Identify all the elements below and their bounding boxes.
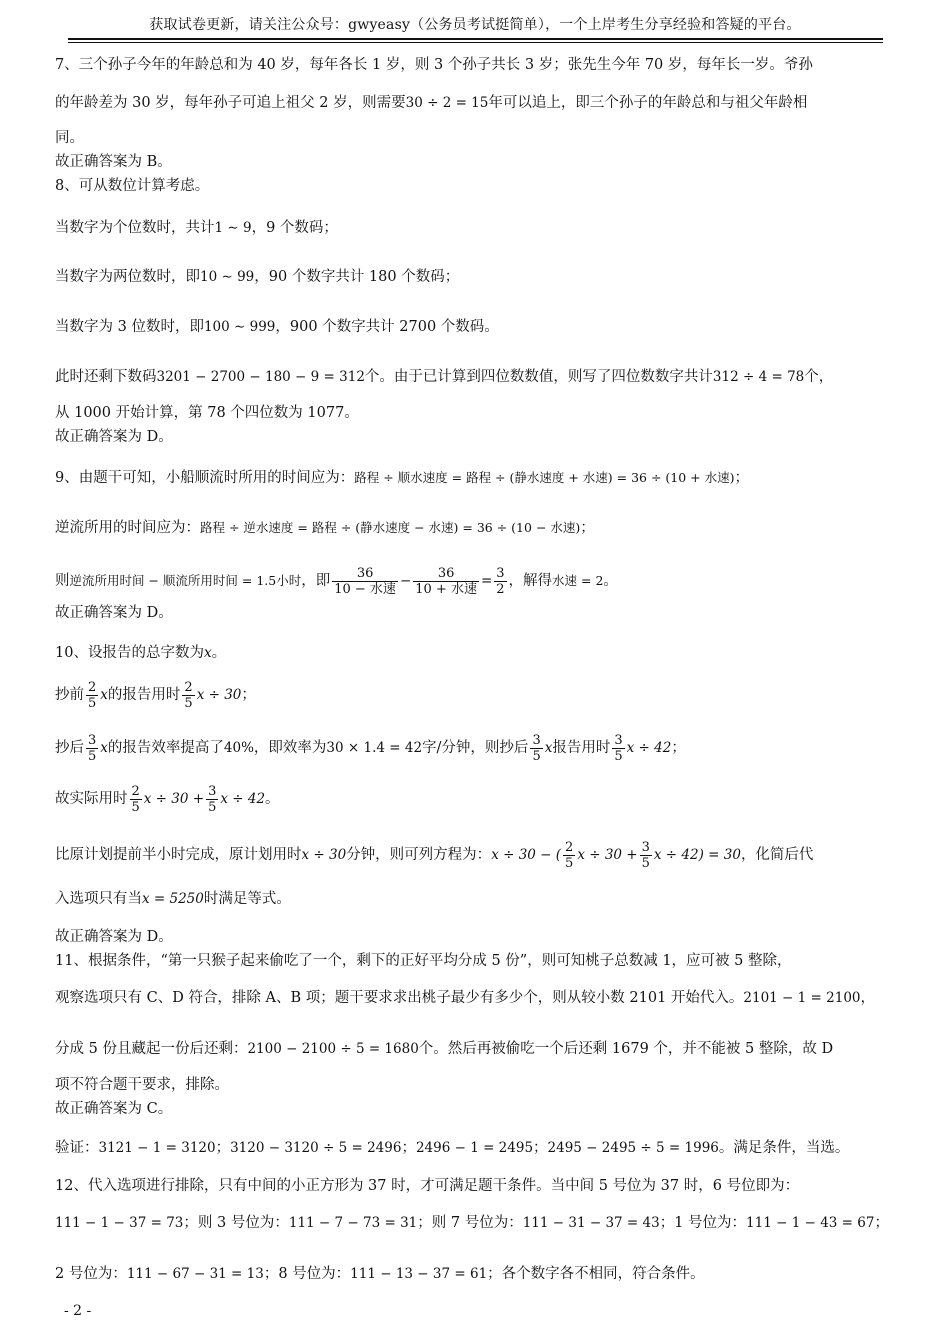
q12-line-1 <box>55 1176 900 1196</box>
math: x ÷ 30 + <box>143 791 205 807</box>
text: 逆流所用的时间应为： <box>55 520 200 536</box>
text: 当数字为两位数时，即 <box>55 269 200 285</box>
q10-line-1 <box>55 643 900 663</box>
math: 3121 − 1 = 3120 <box>98 1140 216 1156</box>
math: 逆流所用时间 − 顺流所用时间 = 1.5小时 <box>69 573 302 588</box>
math: 111 − 7 − 73 = 31 <box>288 1215 418 1231</box>
fraction <box>612 733 624 764</box>
text: ；则 7 号位为： <box>417 1215 523 1231</box>
numerator: 36 <box>332 566 398 582</box>
q11-verify <box>55 1138 900 1158</box>
text: ，解得 <box>508 573 553 589</box>
q7-line-2 <box>55 93 900 113</box>
text: 验证： <box>55 1140 99 1156</box>
text: 同。 <box>55 130 84 146</box>
text: 11、根据条件，“第一只猴子起来偷吃了一个，剩下的正好平均分成 5 份”，则可知桃子总数减 1，应可被 5 整除， <box>55 953 792 969</box>
text: 分成 5 份且藏起一份后还剩： <box>55 1041 248 1057</box>
text: ； <box>215 1140 231 1156</box>
q9-answer <box>55 603 900 623</box>
text: 。 <box>265 791 280 807</box>
q10-line-2 <box>55 675 900 715</box>
math: x ÷ 30 <box>196 687 242 703</box>
denominator: 5 <box>88 695 97 711</box>
math: 路程 ÷ 逆水速度 = 路程 ÷ (静水速度 − 水速) = 36 ÷ (10 − 水速) <box>200 520 581 535</box>
math: x ÷ 42) = 30 <box>653 847 741 863</box>
text: ，即效率为 <box>253 740 327 756</box>
math: 30 × 1.4 = 42 <box>326 740 423 756</box>
text: 故正确答案为 D。 <box>55 429 173 445</box>
q11-line-4 <box>55 1075 900 1095</box>
math: 2495 − 2495 ÷ 5 = 1996 <box>547 1140 719 1156</box>
fraction <box>413 566 479 597</box>
math: x = 5250 <box>142 891 204 907</box>
denominator: 5 <box>565 855 574 871</box>
math: 路程 ÷ 顺水速度 = 路程 ÷ (静水速度 + 水速) = 36 ÷ (10 + 水速) <box>354 470 735 485</box>
q8-line-6 <box>55 403 900 423</box>
math: 2100 − 2100 ÷ 5 = 1680 <box>247 1041 419 1057</box>
text: 的报告效率提高了 <box>107 740 224 756</box>
fraction <box>206 784 218 815</box>
text: ； <box>401 1140 416 1156</box>
text: 比原计划提前半小时完成，原计划用时 <box>55 847 302 863</box>
text: 8、可从数位计算考虑。 <box>55 178 210 194</box>
math: 111 − 13 − 37 = 61 <box>350 1266 488 1282</box>
math: 1 ∼ 9 <box>214 220 252 236</box>
text: ；各个数字各不相同，符合条件。 <box>487 1266 705 1282</box>
text: 项不符合题干要求，排除。 <box>55 1077 229 1093</box>
text: 9、由题干可知，小船顺流时所用的时间应为： <box>55 470 355 486</box>
denominator: 10 + 水速 <box>415 581 477 597</box>
text: ；则 3 号位为： <box>183 1215 289 1231</box>
math: 30 ÷ 2 = 15 <box>405 95 489 111</box>
denominator: 2 <box>496 581 505 597</box>
math: x ÷ 42 <box>220 791 266 807</box>
denominator: 5 <box>208 799 217 815</box>
q9-line-1 <box>55 468 900 488</box>
text: 7、三个孙子今年的年龄总和为 40 岁，每年各长 1 岁，则 3 个孙子共长 3 岁；张先生今年 70 岁，每年长一岁。爷孙 <box>55 57 813 73</box>
math: = <box>480 573 493 589</box>
q11-line-3 <box>55 1039 900 1059</box>
math: 水速 = 2 <box>552 573 604 588</box>
text: 个。由于已计算到四位数数值，则写了四位数数字共计 <box>364 369 713 385</box>
denominator: 5 <box>131 799 140 815</box>
header-rule-thin <box>68 42 883 43</box>
math: x ÷ 30 <box>301 847 347 863</box>
denominator: 5 <box>184 695 193 711</box>
text: ，90 个数字共计 180 个数码； <box>254 269 460 285</box>
q7-answer <box>55 152 900 172</box>
numerator: 3 <box>614 732 623 748</box>
numerator: 3 <box>208 783 217 799</box>
fraction <box>86 733 98 764</box>
text: ，900 个数字共计 2700 个数码。 <box>275 319 499 335</box>
q8-line-2 <box>55 218 900 238</box>
q7-line-3 <box>55 128 900 148</box>
numerator: 3 <box>641 839 650 855</box>
q7-line-1 <box>55 55 900 75</box>
text: 12、代入选项进行排除，只有中间的小正方形为 37 时，才可满足题干条件。当中间 5 号位为 37 时，6 号位即为： <box>55 1178 800 1194</box>
fraction <box>182 680 194 711</box>
numerator: 3 <box>532 732 541 748</box>
text: 抄后 <box>55 740 84 756</box>
text: ；8 号位为： <box>263 1266 351 1282</box>
math: 111 − 1 − 43 = 67 <box>746 1215 875 1231</box>
text: 字/分钟，则抄后 <box>422 740 529 756</box>
q12-line-2 <box>55 1213 900 1233</box>
numerator: 36 <box>413 566 479 582</box>
text: ，化简后代 <box>740 847 814 863</box>
fraction <box>563 840 575 871</box>
text: ，即 <box>301 573 331 589</box>
text: 。 <box>211 645 227 661</box>
math: x <box>100 740 108 756</box>
math: x ÷ 42 <box>626 740 672 756</box>
numerator: 2 <box>88 679 97 695</box>
text: 个。然后再被偷吃一个后还剩 1679 个，并不能被 5 整除，故 D <box>418 1041 834 1057</box>
text: 时满足等式。 <box>203 891 291 907</box>
q10-answer <box>55 927 900 947</box>
fraction <box>130 784 142 815</box>
numerator: 2 <box>565 839 574 855</box>
denominator: 5 <box>641 855 650 871</box>
denominator: 5 <box>532 748 541 764</box>
text: 年可以追上，即三个孙子的年龄总和与祖父年龄相 <box>488 95 808 111</box>
text: 分钟，则可列方程为： <box>346 847 492 863</box>
text: 的年龄差为 30 岁，每年孙子可追上祖父 2 岁，则需要 <box>55 95 406 111</box>
text: 2 号位为： <box>55 1266 127 1282</box>
text: 入选项只有当 <box>55 891 142 907</box>
text: ， <box>860 990 875 1006</box>
math: x <box>203 645 212 661</box>
q11-answer <box>55 1099 900 1119</box>
fraction <box>86 680 98 711</box>
q10-line-4 <box>55 779 900 819</box>
text: ，9 个数码； <box>251 220 338 236</box>
text: ； <box>580 520 595 536</box>
q10-line-6 <box>55 889 900 909</box>
math: x <box>100 687 108 703</box>
numerator: 2 <box>184 679 193 695</box>
math: 312 ÷ 4 = 78 <box>712 369 805 385</box>
math: x ÷ 30 − ( <box>491 847 562 863</box>
text: ； <box>734 470 749 486</box>
q8-line-1 <box>55 176 900 196</box>
q8-answer <box>55 427 900 447</box>
text: 个， <box>804 369 834 385</box>
math: 40% <box>223 740 254 756</box>
q12-line-3 <box>55 1264 900 1284</box>
text: 。满足条件，当选。 <box>718 1140 850 1156</box>
q9-line-3 <box>55 561 900 601</box>
page-number: - 2 - <box>64 1303 92 1319</box>
q8-line-3 <box>55 267 900 287</box>
math: − <box>399 573 412 589</box>
text: 10、设报告的总字数为 <box>55 645 204 661</box>
denominator: 5 <box>88 748 97 764</box>
text: 故正确答案为 C。 <box>55 1101 173 1117</box>
text: ； <box>671 740 686 756</box>
text: 观察选项只有 C、D 符合，排除 A、B 项；题干要求求出桃子最少有多少个，则从较小数 2101 开始代入。 <box>55 990 744 1006</box>
text: 故正确答案为 D。 <box>55 605 173 621</box>
q10-line-3 <box>55 728 900 768</box>
math: 100 ∼ 999 <box>203 319 276 335</box>
denominator: 10 − 水速 <box>334 581 396 597</box>
header-rule-thick <box>68 38 883 40</box>
text: 从 1000 开始计算，第 78 个四位数为 1077。 <box>55 405 359 421</box>
math: x <box>544 740 553 756</box>
q10-line-5 <box>55 835 900 875</box>
numerator: 2 <box>131 783 140 799</box>
text: 抄前 <box>55 687 84 703</box>
text: 。 <box>603 573 618 589</box>
fraction <box>640 840 652 871</box>
fraction <box>332 566 398 597</box>
text: 此时还剩下数码 <box>55 369 157 385</box>
text: 故正确答案为 B。 <box>55 154 172 170</box>
math: 111 − 67 − 31 = 13 <box>126 1266 264 1282</box>
numerator: 3 <box>88 732 97 748</box>
text: ； <box>241 687 256 703</box>
text: ；1 号位为： <box>659 1215 747 1231</box>
text: 当数字为个位数时，共计 <box>55 220 215 236</box>
q8-line-4 <box>55 317 900 337</box>
math: 3201 − 2700 − 180 − 9 = 312 <box>156 369 365 385</box>
text: ； <box>533 1140 548 1156</box>
q11-line-1 <box>55 951 900 971</box>
math: x ÷ 30 + <box>577 847 638 863</box>
math: 10 ∼ 99 <box>200 269 255 285</box>
text: 故实际用时 <box>55 791 128 807</box>
q11-line-2 <box>55 988 900 1008</box>
text: 报告用时 <box>552 740 611 756</box>
text: 则 <box>55 573 70 589</box>
text: ； <box>874 1215 889 1231</box>
math: 3120 − 3120 ÷ 5 = 2496 <box>230 1140 402 1156</box>
page-header: 获取试卷更新，请关注公众号：gwyeasy（公务员考试挺简单），一个上岸考生分享经验和答疑的平台。 <box>149 17 801 33</box>
math: 2496 − 1 = 2495 <box>415 1140 534 1156</box>
text: 故正确答案为 D。 <box>55 929 173 945</box>
math: 111 − 1 − 37 = 73 <box>55 1215 184 1231</box>
denominator: 5 <box>614 748 623 764</box>
fraction <box>494 566 506 597</box>
fraction <box>530 733 542 764</box>
math: 111 − 31 − 37 = 43 <box>522 1215 660 1231</box>
math: 2101 − 1 = 2100 <box>743 990 861 1006</box>
text: 的报告用时 <box>107 687 181 703</box>
q9-line-2 <box>55 518 900 538</box>
numerator: 3 <box>496 565 505 581</box>
q8-line-5 <box>55 367 900 387</box>
text: 当数字为 3 位数时，即 <box>55 319 204 335</box>
